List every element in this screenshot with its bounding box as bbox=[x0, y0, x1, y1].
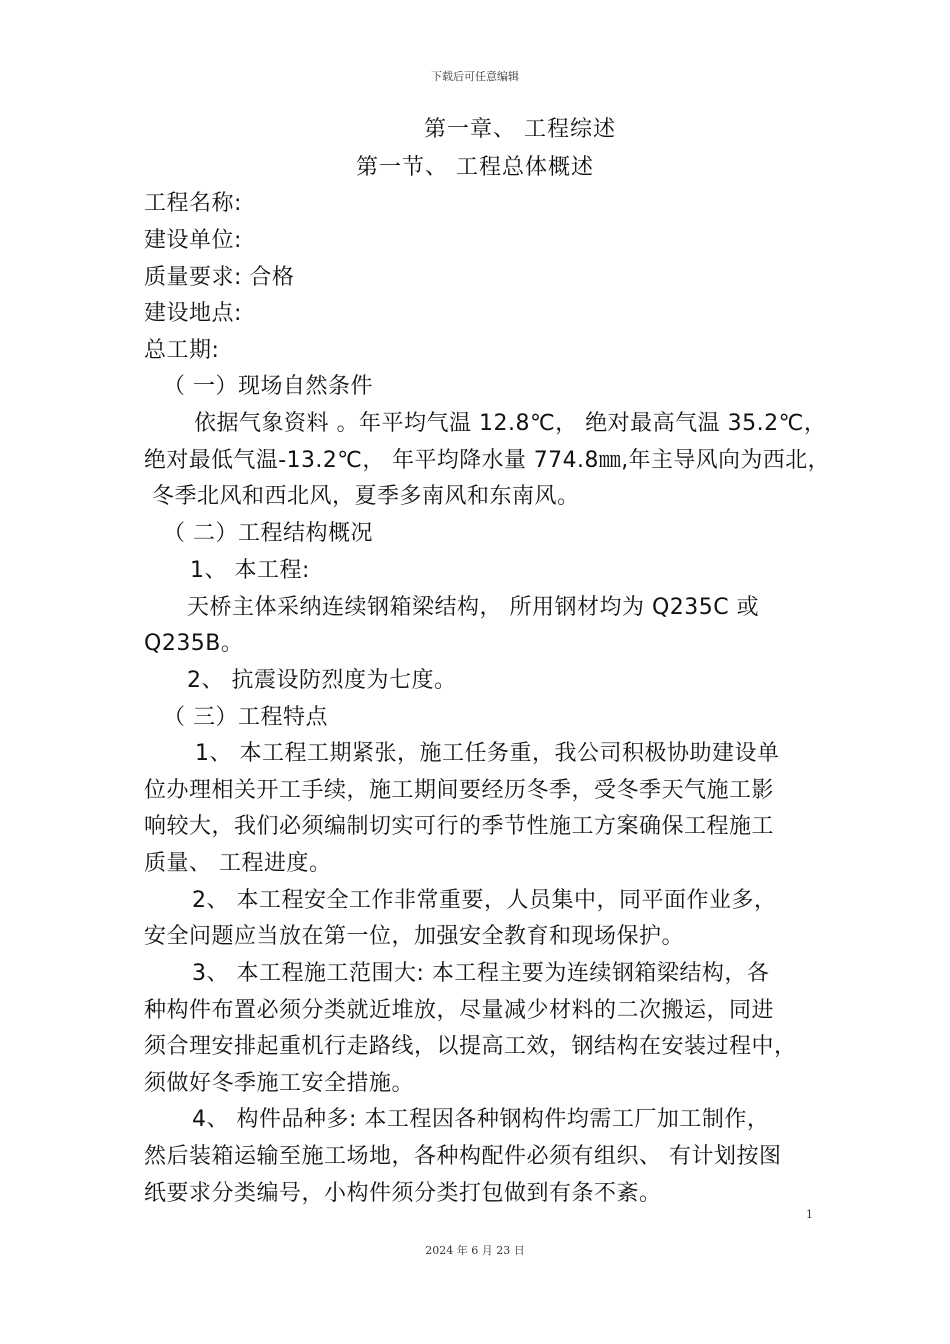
paragraph-line: 2、 抗震设防烈度为七度。 bbox=[187, 668, 457, 693]
paragraph-line: 质量、 工程进度。 bbox=[144, 851, 332, 876]
subheading-project-features: （ 三）工程特点 bbox=[163, 705, 328, 730]
paragraph-line: Q235B。 bbox=[144, 631, 244, 656]
field-project-name: 工程名称: bbox=[144, 191, 242, 216]
paragraph-line: 4、 构件品种多: 本工程因各种钢构件均需工厂加工制作， bbox=[192, 1107, 770, 1132]
paragraph-line: 响较大，我们必须编制切实可行的季节性施工方案确保工程施工 bbox=[144, 814, 775, 839]
chapter-title: 第一章、 工程综述 bbox=[424, 117, 616, 142]
paragraph-line: 位办理相关开工手续，施工期间要经历冬季，受冬季天气施工影 bbox=[144, 778, 775, 803]
paragraph-line: 种构件布置必须分类就近堆放，尽量减少材料的二次搬运，同进 bbox=[144, 998, 775, 1023]
paragraph-line: 安全问题应当放在第一位，加强安全教育和现场保护。 bbox=[144, 924, 685, 949]
footer-date: 2024 年 6 月 23 日 bbox=[425, 1244, 525, 1257]
paragraph-line: 天桥主体采纳连续钢箱梁结构， 所用钢材均为 Q235C 或 bbox=[187, 595, 760, 620]
field-construction-unit: 建设单位: bbox=[144, 228, 242, 253]
paragraph-line: 须做好冬季施工安全措施。 bbox=[144, 1071, 415, 1096]
field-construction-site: 建设地点: bbox=[144, 301, 242, 326]
paragraph-line: 纸要求分类编号，小构件须分类打包做到有条不紊。 bbox=[144, 1181, 662, 1206]
subheading-natural-conditions: （ 一）现场自然条件 bbox=[163, 374, 373, 399]
paragraph-line: 1、 本工程工期紧张，施工任务重，我公司积极协助建设单 bbox=[195, 741, 780, 766]
paragraph-line: 然后装箱运输至施工场地，各种构配件必须有组织、 有计划按图 bbox=[144, 1144, 782, 1169]
paragraph-line: 2、 本工程安全工作非常重要，人员集中，同平面作业多， bbox=[192, 888, 777, 913]
paragraph-line: 依据气象资料 。年平均气温 12.8℃， 绝对最高气温 35.2℃， bbox=[194, 411, 827, 436]
field-total-duration: 总工期: bbox=[144, 338, 220, 363]
paragraph-line: 1、 本工程: bbox=[190, 558, 310, 583]
field-quality-requirement: 质量要求: 合格 bbox=[144, 265, 295, 290]
paragraph-line: 3、 本工程施工范围大: 本工程主要为连续钢箱梁结构，各 bbox=[192, 961, 770, 986]
page-header: 下载后可任意编辑 bbox=[431, 70, 519, 83]
page-number: 1 bbox=[806, 1208, 813, 1221]
paragraph-line: 冬季北风和西北风，夏季多南风和东南风。 bbox=[152, 484, 580, 509]
section-title: 第一节、 工程总体概述 bbox=[356, 155, 594, 180]
subheading-structure-overview: （ 二）工程结构概况 bbox=[163, 521, 373, 546]
paragraph-line: 绝对最低气温-13.2℃， 年平均降水量 774.8㎜,年主导风向为西北， bbox=[144, 448, 830, 473]
paragraph-line: 须合理安排起重机行走路线，以提高工效，钢结构在安装过程中， bbox=[144, 1034, 797, 1059]
